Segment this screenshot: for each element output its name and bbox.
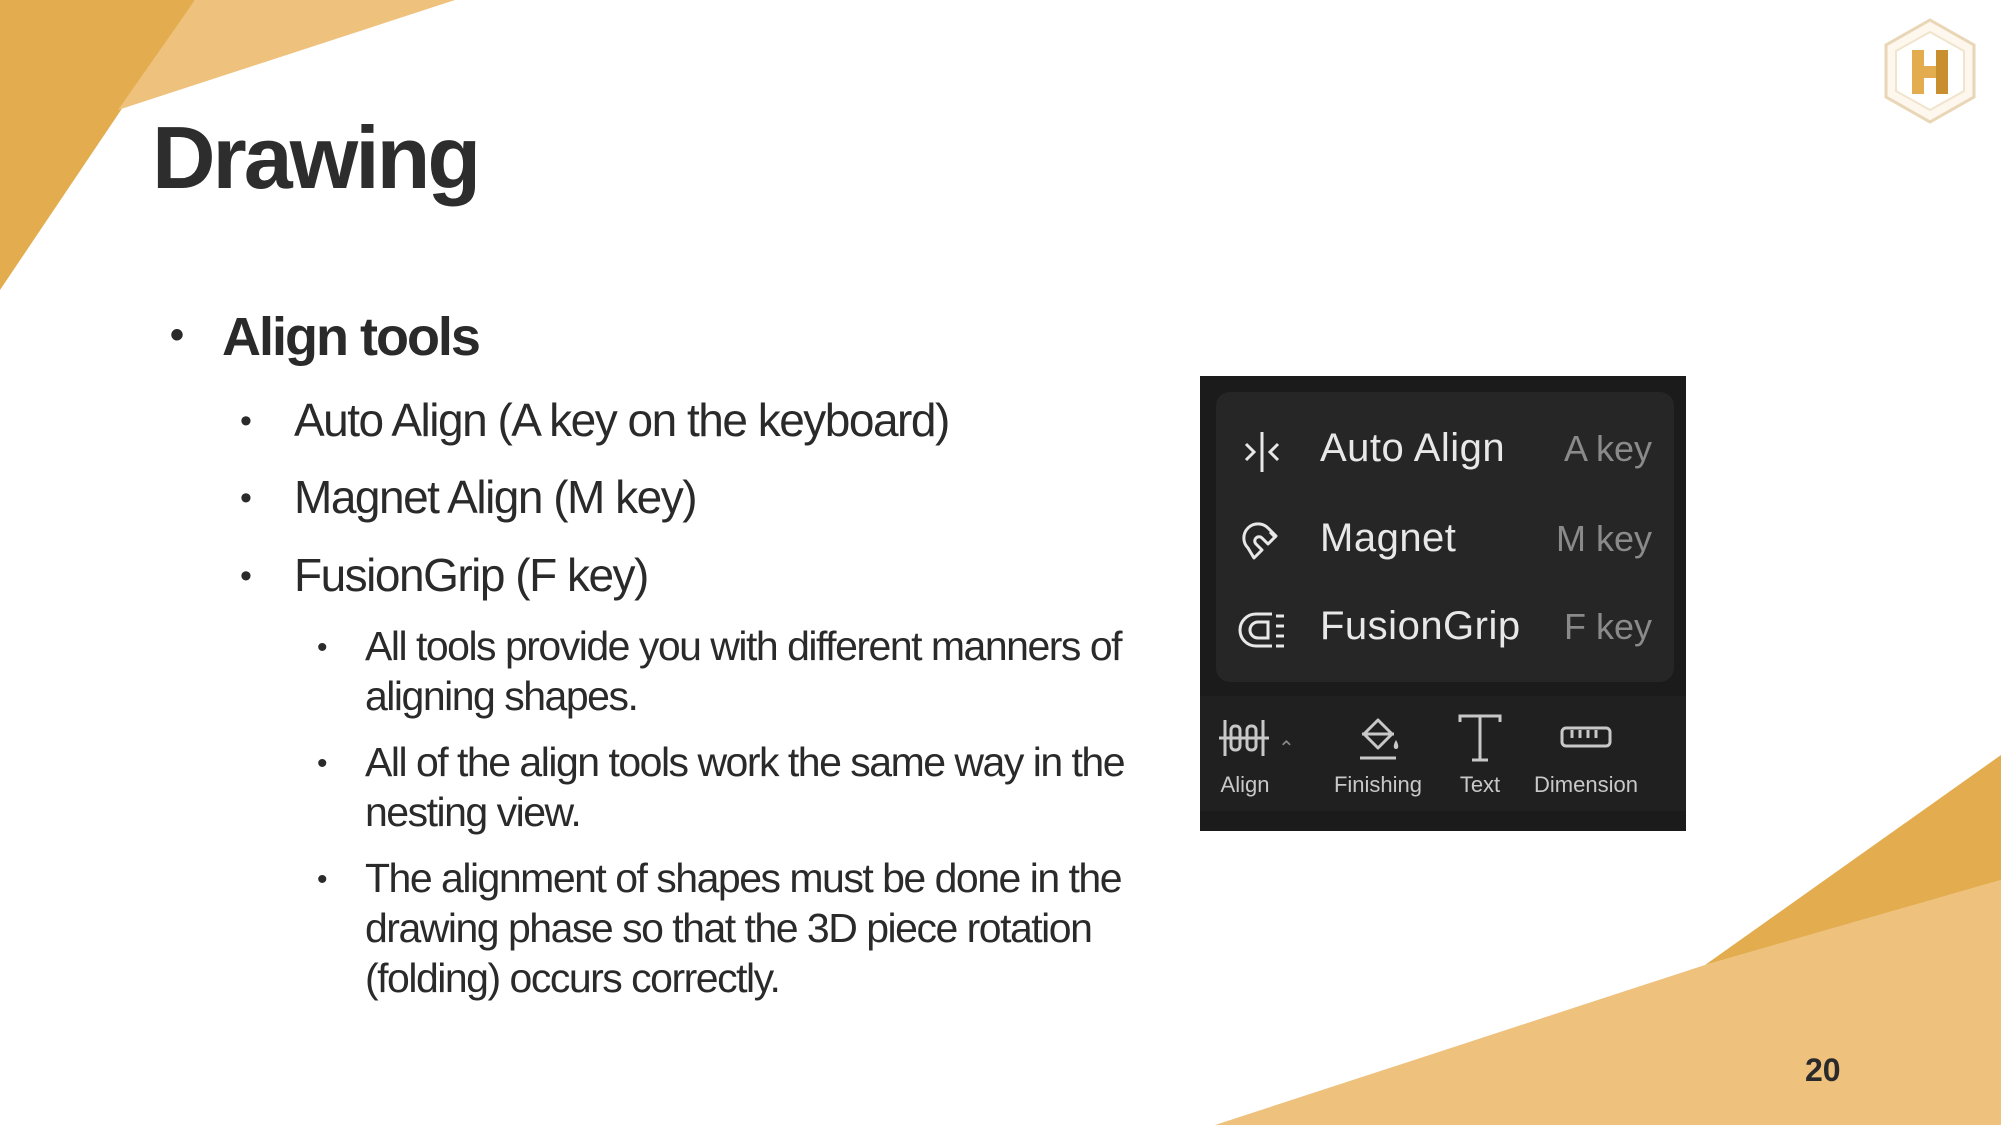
dimension-icon [1558, 710, 1614, 766]
tool-finishing[interactable] [1320, 696, 1436, 811]
menu-item-label: FusionGrip [1320, 604, 1521, 648]
sub-bullet-nesting-view: • All of the align tools work the same way in the nesting view. [365, 737, 1145, 837]
auto-align-icon [1238, 428, 1286, 476]
bullet-item-magnet-align: • Magnet Align (M key) [294, 470, 696, 525]
menu-item-fusiongrip[interactable] [1216, 588, 1674, 668]
tool-text[interactable] [1436, 696, 1524, 811]
tool-label: Text [1459, 772, 1501, 797]
align-menu [1216, 392, 1674, 682]
brand-logo-icon [1880, 16, 1980, 126]
text-icon [1452, 710, 1508, 766]
drawing-toolbar [1200, 696, 1686, 811]
menu-item-auto-align[interactable] [1216, 410, 1674, 490]
chevron-up-icon[interactable]: ⌃ [1278, 738, 1295, 760]
menu-item-shortcut: M key [1555, 518, 1652, 559]
align-tools-screenshot [1200, 376, 1686, 831]
bullet-heading: • Align tools [222, 305, 479, 370]
tool-label: Align [1220, 772, 1270, 797]
menu-item-label: Magnet [1320, 516, 1457, 560]
bullet-item-fusiongrip: • FusionGrip (F key) [294, 548, 648, 603]
menu-item-label: Auto Align [1320, 426, 1506, 470]
sub-bullet-manners: • All tools provide you with different manners of aligning shapes. [365, 621, 1145, 721]
sub-bullet-alignment-phase: • The alignment of shapes must be done in the drawing phase so that the 3D piece rotation (folding) occurs correctly. [365, 853, 1145, 1003]
magnet-icon [1238, 518, 1286, 566]
finishing-icon [1350, 710, 1406, 766]
menu-item-magnet[interactable] [1216, 500, 1674, 580]
menu-item-shortcut: A key [1563, 428, 1652, 469]
tool-dimension[interactable] [1524, 696, 1648, 811]
tool-align[interactable] [1200, 696, 1290, 811]
menu-item-shortcut: F key [1563, 606, 1652, 647]
slide-title: Drawing [152, 108, 479, 207]
tool-label: Finishing [1333, 772, 1423, 797]
align-icon [1217, 710, 1273, 766]
fusiongrip-icon [1238, 606, 1286, 654]
tool-label: Dimension [1534, 772, 1638, 797]
page-number: 20 [1805, 1052, 1841, 1088]
bullet-item-auto-align: • Auto Align (A key on the keyboard) [294, 393, 949, 448]
